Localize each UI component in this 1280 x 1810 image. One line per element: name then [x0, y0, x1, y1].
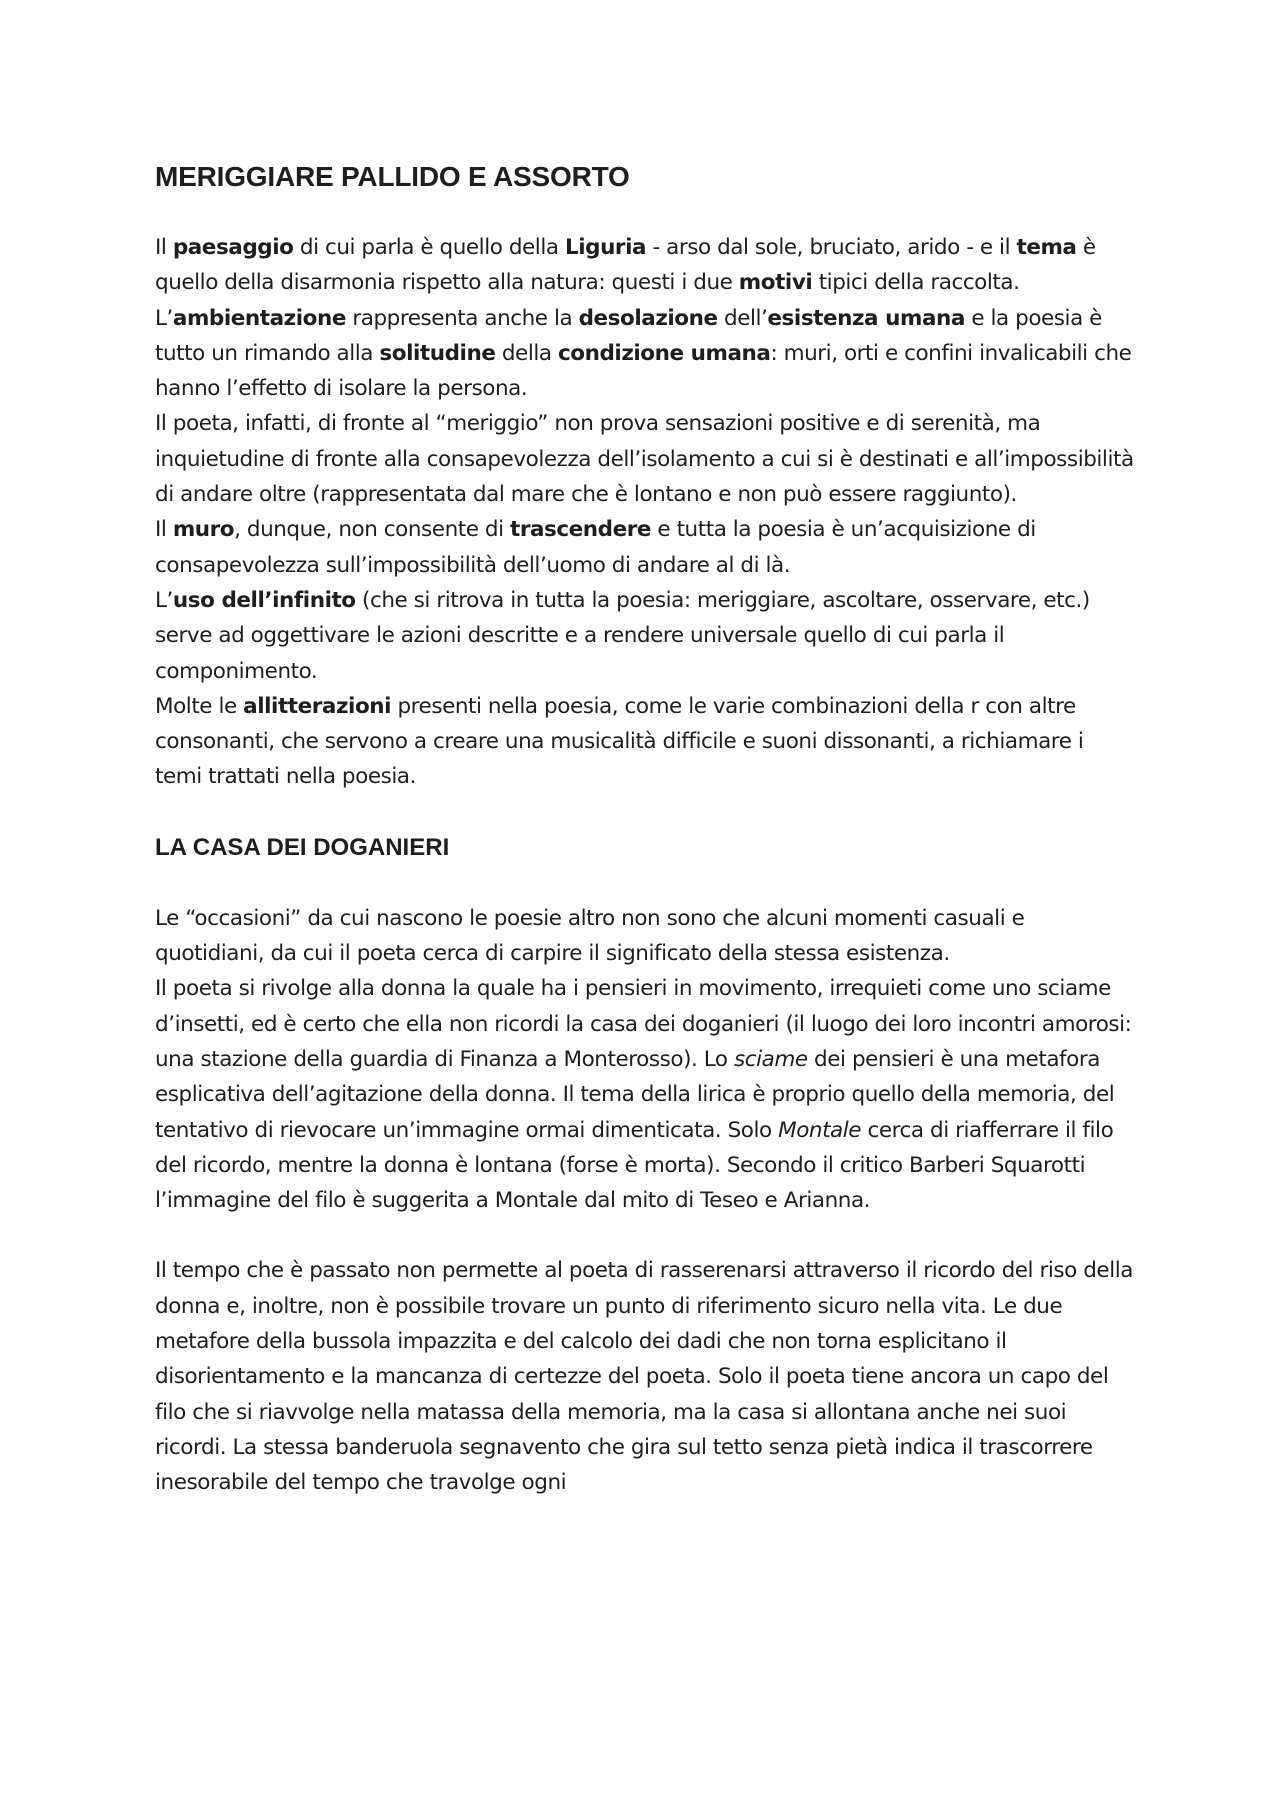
bold-term: condizione umana: [557, 340, 771, 366]
text-run: Il poeta si rivolge alla donna la quale ha i pensieri in movimento, irrequieti come uno sciame d’insetti, ed è certo che ella non ricordi la casa dei doganieri (il luogo dei loro incontri amorosi: una stazione della guardia di Finanza a Monterosso). Lo: [155, 976, 1132, 1072]
paragraph: [155, 689, 1135, 795]
document-page: [155, 150, 1135, 1501]
text-run: cerca di riafferrare il filo del ricordo, mentre la donna è lontana (forse è morta). Secondo il critico Barberi Squarotti l’immagine del filo è suggerita a Montale dal mito di Teseo e Arianna.: [155, 1117, 1114, 1214]
bold-term: esistenza umana: [767, 305, 965, 331]
bold-term: trascendere: [510, 517, 652, 543]
text-run: della: [495, 340, 558, 366]
paragraph: [155, 406, 1135, 512]
text-run: , dunque, non consente di: [234, 517, 510, 543]
text-run: dei pensieri è una metafora esplicativa dell’agitazione della donna. Il tema della lirica è proprio quello della memoria, del tentativo di rievocare un’immagine ormai dimenticata. Solo: [155, 1046, 1115, 1143]
bold-term: Liguria: [564, 235, 647, 260]
bold-term: ambientazione: [172, 305, 346, 331]
text-run: Il: [155, 517, 173, 543]
text-run: Molte le: [155, 693, 244, 719]
text-run: Il poeta, infatti, di fronte al “meriggio” non prova sensazioni positive e di serenità, ma inquietudine di fronte alla consapevolezza dell’isolamento a cui si è destinati e all’impossibilità di andare oltre (rappresentata dal mare che è lontano e non può essere raggiunto).: [155, 411, 1134, 508]
text-run: di cui parla è quello della: [293, 235, 565, 260]
text-run: L’: [155, 305, 173, 331]
text-run: presenti nella poesia, come le varie combinazioni della r con altre consonanti, che servono a creare una musicalità difficile e suoni dissonanti, a richiamare i temi trattati nella poesia.: [155, 693, 1084, 790]
section-title-meriggiare: MERIGGIARE PALLIDO E ASSORTO: [155, 161, 630, 192]
text-run: L’: [155, 587, 173, 613]
italic-term: sciame: [734, 1046, 808, 1072]
paragraph: [155, 1253, 1135, 1500]
paragraph: [155, 301, 1135, 407]
text-run: e la poesia è tutto un rimando alla: [155, 305, 1102, 366]
paragraph: [155, 512, 1135, 583]
bold-term: paesaggio: [172, 235, 294, 260]
text-run: (che si ritrova in tutta la poesia: meriggiare, ascoltare, osservare, etc.) serve ad oggettivare le azioni descritte e a rendere universale quello di cui parla il componimento.: [155, 587, 1090, 684]
text-run: : muri, orti e confini invalicabili che hanno l’effetto di isolare la persona.: [155, 340, 1132, 402]
bold-term: allitterazioni: [243, 693, 392, 719]
paragraph: [155, 583, 1135, 689]
text-run: Il tempo che è passato non permette al poeta di rasserenarsi attraverso il ricordo del riso della donna e, inoltre, non è possibile trovare un punto di riferimento sicuro nella vita. Le due metafore della bussola impazzita e del calcolo dei dadi che non torna esplicitano il disorientamento e la mancanza di certezze del poeta. Solo il poeta tiene ancora un capo del filo che si riavvolge nella matassa della memoria, ma la casa si allontana anche nei suoi ricordi. La stessa banderuola segnavento che gira sul tetto senza pietà indica il trascorrere inesorabile del tempo che travolge ogni: [155, 1258, 1133, 1496]
bold-term: solitudine: [379, 340, 496, 366]
text-run: - arso dal sole, bruciato, arido - e il: [646, 235, 1017, 260]
bold-term: tema: [1016, 235, 1077, 260]
text-run: Le “occasioni” da cui nascono le poesie altro non sono che alcuni momenti casuali e quotidiani, da cui il poeta cerca di carpire il significato della stessa esistenza.: [155, 905, 1025, 967]
paragraph: [155, 971, 1135, 1218]
section-title-casa-doganieri: LA CASA DEI DOGANIERI: [155, 833, 450, 861]
italic-term: Montale: [778, 1117, 862, 1143]
bold-term: motivi: [738, 270, 813, 296]
text-run: e tutta la poesia è un’acquisizione di consapevolezza sull’impossibilità dell’uomo di andare al di là.: [155, 517, 1036, 578]
bold-term: uso dell’infinito: [172, 587, 356, 613]
text-run: Il: [155, 235, 173, 260]
paragraph: [155, 901, 1135, 972]
paragraph: [155, 230, 1135, 301]
text-run: tipici della raccolta.: [812, 270, 1020, 296]
text-run: dell’: [717, 305, 768, 331]
text-run: è quello della disarmonia rispetto alla natura: questi i due: [155, 235, 1096, 296]
bold-term: muro: [172, 517, 235, 543]
bold-term: desolazione: [578, 305, 718, 331]
text-run: rappresenta anche la: [345, 305, 579, 331]
